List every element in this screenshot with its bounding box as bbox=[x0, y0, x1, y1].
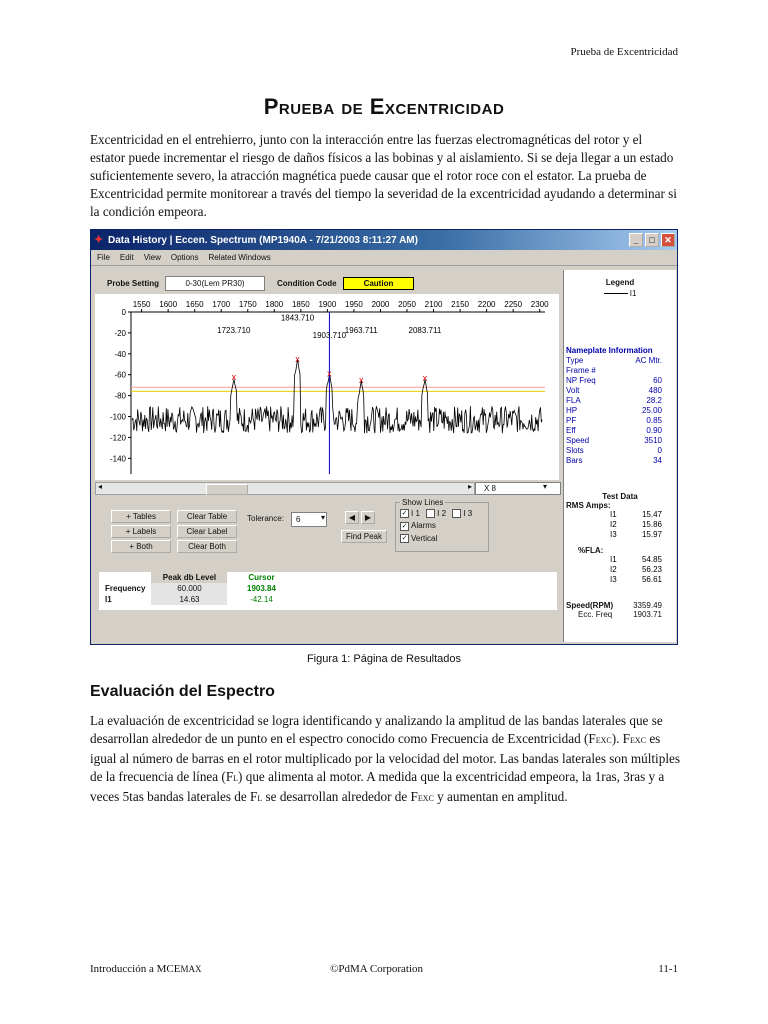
page-title: Prueba de Excentricidad bbox=[263, 94, 505, 119]
subscript: EXC bbox=[595, 736, 612, 745]
info-value: 3510 bbox=[644, 436, 662, 445]
info-key: Eff bbox=[566, 426, 576, 435]
x-tick-label: 2100 bbox=[424, 300, 443, 309]
intro-paragraph: Excentricidad en el entrehierro, junto con la interacción entre las fuerzas electromagnéticas del rotor y el estator puede incrementar el riesgo de daños físicos a las bobinas y al aislamiento. Si se deja llegar a un estado suficientemente severo, la atracción magnética puede causar que el rotor roce con el estator. La prueba de Excentricidad permite monitorear a través del tiempo la severidad de la excentricidad ayudando a determinar si la condición empeora. bbox=[90, 132, 677, 219]
legend-item-label: I1 bbox=[629, 289, 637, 298]
table-row bbox=[99, 594, 295, 605]
subscript: L bbox=[233, 774, 239, 783]
info-key: PF bbox=[566, 416, 577, 425]
x-tick-label: 1800 bbox=[265, 300, 284, 309]
x-tick-label: 2000 bbox=[371, 300, 390, 309]
info-value: 15.97 bbox=[641, 530, 662, 539]
table-cell: 1903.84 bbox=[247, 584, 276, 593]
body-text: y aumentan en amplitud. bbox=[433, 789, 568, 804]
next-arrow-icon[interactable]: ▶ bbox=[361, 511, 375, 524]
nameplate-list bbox=[564, 356, 676, 466]
horizontal-scrollbar[interactable] bbox=[95, 482, 475, 495]
info-key: FLA bbox=[566, 396, 581, 405]
clear-both-button[interactable]: Clear Both bbox=[177, 540, 237, 553]
show-lines-group bbox=[395, 498, 489, 552]
body-text: se desarrollan alrededor de F bbox=[262, 789, 418, 804]
peak-label: 2083.711 bbox=[408, 325, 442, 335]
peak-table bbox=[99, 572, 557, 610]
speed-value: 3359.49 bbox=[633, 601, 662, 610]
info-row bbox=[564, 575, 676, 585]
info-key: Slots bbox=[566, 446, 584, 455]
peak-label: 1903.710 bbox=[312, 331, 347, 341]
menu-bar bbox=[91, 250, 677, 266]
footer-right: 11-1 bbox=[658, 963, 678, 975]
probe-row bbox=[95, 275, 414, 291]
info-row bbox=[564, 436, 676, 446]
subscript: EXC bbox=[417, 794, 434, 803]
x-tick-label: 2200 bbox=[477, 300, 496, 309]
i2-label: I 2 bbox=[437, 509, 447, 518]
x-tick-label: 1900 bbox=[318, 300, 337, 309]
menu-edit[interactable]: Edit bbox=[119, 253, 134, 262]
test-data-title: Test Data bbox=[602, 492, 638, 501]
spectrum-plot[interactable] bbox=[95, 294, 559, 480]
window-title: Data History | Eccen. Spectrum (MP1940A - 7/21/2003 8:11:27 AM) bbox=[108, 234, 418, 246]
info-row bbox=[564, 386, 676, 396]
menu-view[interactable]: View bbox=[143, 253, 161, 262]
info-value: 15.47 bbox=[641, 510, 662, 519]
peak-label: 1723.710 bbox=[217, 325, 251, 335]
table-cell: 14.63 bbox=[151, 594, 227, 605]
i1-label: I 1 bbox=[411, 509, 420, 518]
alarms-checkbox[interactable]: ✓ bbox=[401, 522, 408, 530]
legend-line-icon bbox=[604, 293, 628, 294]
minimize-icon[interactable]: _ bbox=[629, 233, 643, 247]
scroll-thumb[interactable] bbox=[206, 484, 248, 495]
menu-options[interactable]: Options bbox=[170, 253, 199, 262]
figure-caption: Figura 1: Página de Resultados bbox=[306, 653, 462, 665]
info-key: I3 bbox=[610, 575, 617, 584]
x-tick-label: 1650 bbox=[185, 300, 204, 309]
x-tick-label: 1700 bbox=[212, 300, 231, 309]
info-row bbox=[564, 456, 676, 466]
info-value: AC Mtr. bbox=[635, 356, 662, 365]
tolerance-label: Tolerance: bbox=[247, 514, 284, 523]
info-panel bbox=[563, 270, 676, 642]
scroll-left-icon[interactable]: ◂ bbox=[98, 482, 103, 491]
probe-setting-field[interactable]: 0-30(Lem PR30) bbox=[165, 276, 265, 291]
info-row bbox=[564, 510, 676, 520]
x-tick-label: 1850 bbox=[291, 300, 310, 309]
ecc-row bbox=[564, 610, 676, 619]
maximize-icon[interactable]: □ bbox=[645, 233, 659, 247]
x-tick-label: 2250 bbox=[504, 300, 523, 309]
info-key: I3 bbox=[610, 530, 617, 539]
scroll-right-icon[interactable]: ▸ bbox=[467, 482, 472, 491]
info-key: HP bbox=[566, 406, 578, 415]
info-row bbox=[564, 565, 676, 575]
alarms-label: Alarms bbox=[411, 521, 436, 531]
info-value: 480 bbox=[648, 386, 662, 395]
info-key: NP Freq bbox=[566, 376, 596, 385]
body-text: ). F bbox=[611, 731, 631, 746]
info-value: 28.2 bbox=[646, 396, 662, 405]
x-tick-label: 2150 bbox=[451, 300, 469, 309]
subscript: L bbox=[257, 794, 263, 803]
info-value: 56.61 bbox=[641, 575, 662, 584]
x-tick-label: 1600 bbox=[159, 300, 178, 309]
info-value: 34 bbox=[653, 456, 662, 465]
zoom-select[interactable]: X 8 bbox=[475, 482, 561, 495]
vertical-checkbox[interactable]: ✓ bbox=[401, 535, 408, 543]
table-header bbox=[99, 572, 151, 583]
peak-marker: x bbox=[231, 371, 237, 382]
window-titlebar bbox=[91, 230, 677, 250]
info-key: I2 bbox=[610, 520, 617, 529]
ecc-value: 1903.71 bbox=[633, 610, 662, 619]
info-key: Speed bbox=[566, 436, 590, 445]
legend-item bbox=[564, 289, 676, 298]
info-value: 0 bbox=[657, 446, 662, 455]
info-key: Type bbox=[566, 356, 584, 365]
running-header: Prueba de Excentricidad bbox=[570, 46, 678, 58]
info-value: 0.90 bbox=[646, 426, 662, 435]
y-tick-label: -100 bbox=[109, 412, 126, 422]
peak-label: 1843.710 bbox=[280, 313, 315, 323]
info-value: 0.85 bbox=[646, 416, 662, 425]
info-row bbox=[564, 530, 676, 540]
y-tick-label: -40 bbox=[114, 349, 126, 359]
clear-label-button[interactable]: Clear Label bbox=[177, 525, 237, 538]
add-both-button[interactable]: + Both bbox=[111, 540, 171, 553]
peak-marker: x bbox=[327, 368, 332, 379]
y-tick-label: -140 bbox=[109, 454, 126, 464]
condition-code-badge: Caution bbox=[343, 277, 415, 290]
x-tick-label: 1750 bbox=[238, 300, 257, 309]
info-value: 54.85 bbox=[641, 555, 662, 564]
info-row bbox=[564, 520, 676, 530]
info-key: Volt bbox=[566, 386, 580, 395]
nameplate-title: Nameplate Information bbox=[566, 346, 653, 355]
legend-title: Legend bbox=[605, 278, 635, 287]
y-tick-label: -60 bbox=[114, 370, 126, 380]
table-header: Cursor bbox=[248, 573, 275, 582]
add-tables-button[interactable]: + Tables bbox=[111, 510, 171, 523]
footer-center: ©PdMA Corporation bbox=[330, 963, 424, 975]
i1-checkbox[interactable]: ✓ bbox=[401, 510, 408, 518]
footer-left-small: MAX bbox=[180, 964, 202, 974]
probe-setting-label: Probe Setting bbox=[107, 278, 160, 288]
i3-label: I 3 bbox=[463, 509, 473, 518]
info-value: 60 bbox=[653, 376, 662, 385]
fla-list bbox=[564, 555, 676, 585]
controls-panel bbox=[95, 498, 559, 568]
peak-marker: x bbox=[295, 354, 300, 365]
info-key: I1 bbox=[610, 510, 617, 519]
spectrum-series-i1 bbox=[132, 360, 542, 434]
add-labels-button[interactable]: + Labels bbox=[111, 525, 171, 538]
x-tick-label: 2050 bbox=[398, 300, 416, 309]
speed-label: Speed(RPM) bbox=[566, 601, 614, 610]
info-row bbox=[564, 406, 676, 416]
find-peak-button[interactable]: Find Peak bbox=[341, 530, 387, 543]
spectrum-chart[interactable] bbox=[95, 294, 559, 480]
rms-label: RMS Amps: bbox=[566, 501, 611, 510]
body-text: La evaluación de excentricidad se logra identificando y analizando la amplitud de las bandas laterales que se desarrollan alrededor de un punto en el espectro conocido como Frecuencia de Excentricidad (F bbox=[90, 713, 663, 746]
menu-related-windows[interactable]: Related Windows bbox=[208, 253, 271, 262]
i2-checkbox[interactable] bbox=[426, 509, 435, 518]
app-icon: ✦ bbox=[94, 234, 104, 246]
table-cell: Frequency bbox=[105, 584, 146, 593]
chevron-down-icon[interactable]: ▾ bbox=[321, 513, 326, 522]
y-tick-label: -120 bbox=[109, 433, 126, 443]
info-row bbox=[564, 426, 676, 436]
info-row bbox=[564, 356, 676, 366]
tolerance-select[interactable]: 6 bbox=[291, 512, 327, 527]
table-header: Peak db Level bbox=[151, 572, 227, 583]
info-value: 15.86 bbox=[641, 520, 662, 529]
x-tick-label: 2300 bbox=[530, 300, 549, 309]
info-row bbox=[564, 396, 676, 406]
show-lines-title: Show Lines bbox=[402, 498, 444, 507]
chevron-down-icon[interactable]: ▾ bbox=[543, 482, 548, 491]
info-row bbox=[564, 416, 676, 426]
table-cell: -42.14 bbox=[250, 595, 273, 604]
clear-table-button[interactable]: Clear Table bbox=[177, 510, 237, 523]
body-text: ) que alimenta al motor. A medida que la excentricidad empeora, la 1ras, 3ras y a veces 5tas bandas laterales de F bbox=[90, 769, 665, 804]
data-history-window bbox=[90, 229, 678, 645]
info-row bbox=[564, 446, 676, 456]
subscript: EXC bbox=[630, 736, 647, 745]
peak-label: 1963.711 bbox=[344, 325, 378, 335]
info-row bbox=[564, 376, 676, 386]
footer-left bbox=[90, 963, 201, 975]
i3-checkbox[interactable] bbox=[452, 509, 461, 518]
condition-code-label: Condition Code bbox=[277, 278, 337, 288]
info-key: Frame # bbox=[566, 366, 596, 375]
vertical-label: Vertical bbox=[411, 533, 438, 543]
peak-marker: x bbox=[422, 372, 428, 383]
table-row bbox=[99, 583, 295, 594]
rms-list bbox=[564, 510, 676, 540]
footer-left-text: Introducción a MCE bbox=[90, 963, 181, 975]
speed-row bbox=[564, 601, 676, 610]
table-cell: 60.000 bbox=[151, 583, 227, 594]
x-tick-label: 1550 bbox=[132, 300, 151, 309]
info-key: I2 bbox=[610, 565, 617, 574]
section-title: Evaluación del Espectro bbox=[90, 683, 275, 700]
menu-file[interactable]: File bbox=[97, 253, 110, 262]
info-value: 25.00 bbox=[641, 406, 662, 415]
peak-marker: x bbox=[358, 374, 364, 385]
info-value: 56.23 bbox=[641, 565, 662, 574]
ecc-label: Ecc. Freq bbox=[578, 610, 613, 619]
y-tick-label: -80 bbox=[114, 391, 126, 401]
y-tick-label: 0 bbox=[121, 308, 126, 317]
table-cell: I1 bbox=[105, 595, 112, 604]
body-text: es igual al número de barras en el rotor multiplicado por la velocidad del motor. Las bandas laterales son múltiples de la frecuencia de línea (F bbox=[90, 731, 680, 784]
body-paragraph bbox=[90, 712, 680, 808]
info-row bbox=[564, 555, 676, 565]
y-tick-label: -20 bbox=[114, 328, 126, 338]
info-key: I1 bbox=[610, 555, 617, 564]
x-tick-label: 1950 bbox=[345, 300, 363, 309]
info-key: Bars bbox=[566, 456, 583, 465]
prev-arrow-icon[interactable]: ◀ bbox=[345, 511, 359, 524]
info-row bbox=[564, 366, 676, 376]
close-icon[interactable]: ✕ bbox=[661, 233, 675, 247]
fla-label: %FLA: bbox=[578, 546, 604, 555]
